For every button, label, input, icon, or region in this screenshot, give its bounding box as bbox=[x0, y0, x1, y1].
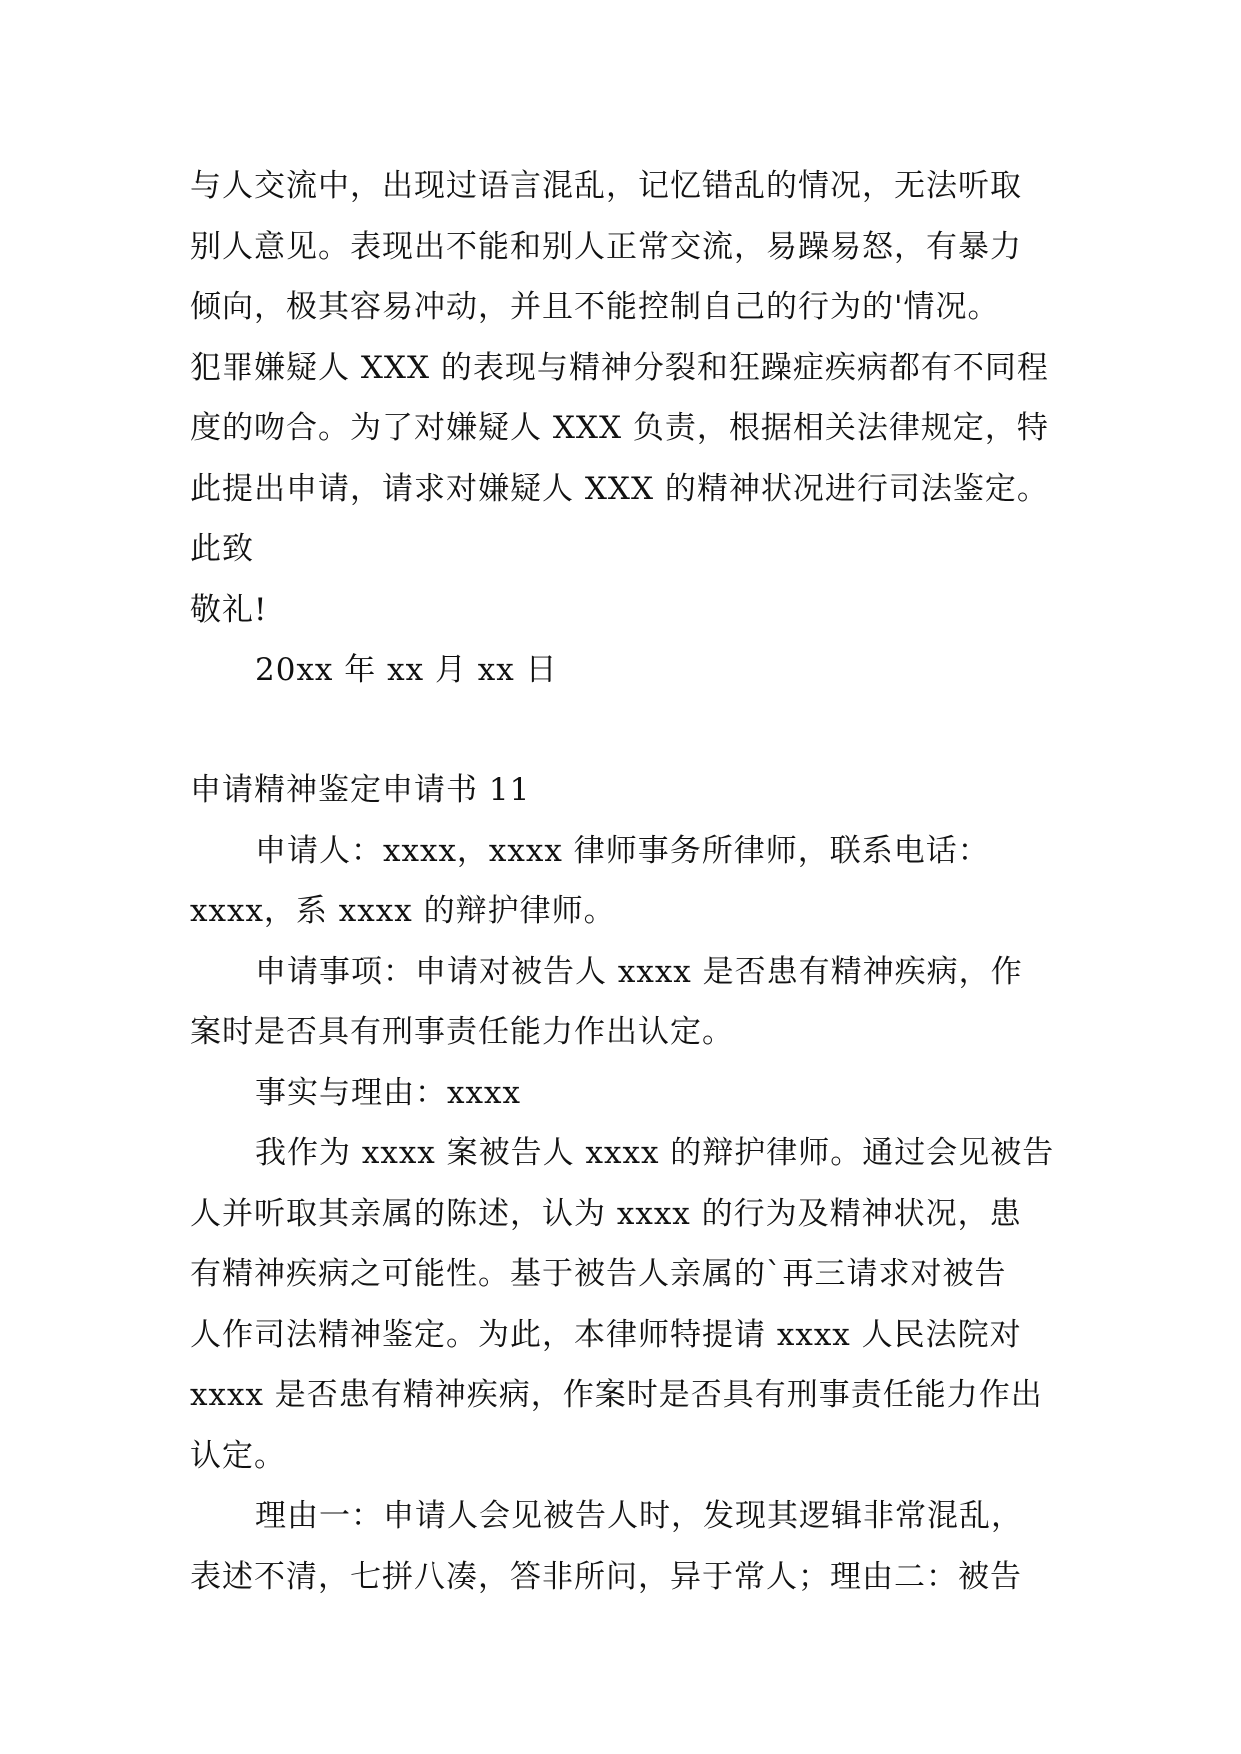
body-line: 犯罪嫌疑人 XXX 的表现与精神分裂和狂躁症疾病都有不同程 bbox=[190, 350, 1049, 386]
facts-paragraph-line: 人并听取其亲属的陈述，认为 xxxx 的行为及精神状况，患 bbox=[190, 1196, 1022, 1232]
request-item-line: 申请事项：申请对被告人 xxxx 是否患有精神疾病，作 bbox=[255, 954, 1023, 990]
body-line: 此提出申请，请求对嫌疑人 XXX 的精神状况进行司法鉴定。 bbox=[190, 471, 1049, 507]
facts-paragraph-line: xxxx 是否患有精神疾病，作案时是否具有刑事责任能力作出 bbox=[190, 1377, 1043, 1413]
body-line: 倾向，极其容易冲动，并且不能控制自己的行为的'情况。 bbox=[190, 289, 1000, 325]
applicant-line-cont: xxxx，系 xxxx 的辩护律师。 bbox=[190, 893, 616, 929]
facts-heading: 事实与理由：xxxx bbox=[255, 1075, 521, 1111]
closing-regards: 敬礼! bbox=[190, 592, 268, 628]
closing-salutation: 此致 bbox=[190, 531, 254, 567]
facts-paragraph-line: 认定。 bbox=[190, 1438, 286, 1474]
facts-paragraph-line: 有精神疾病之可能性。基于被告人亲属的`再三请求对被告 bbox=[190, 1256, 1007, 1292]
document-date: 20xx 年 xx 月 xx 日 bbox=[255, 652, 558, 688]
applicant-line: 申请人：xxxx，xxxx 律师事务所律师，联系电话： bbox=[255, 833, 990, 869]
body-line: 别人意见。表现出不能和别人正常交流，易躁易怒，有暴力 bbox=[190, 229, 1022, 265]
body-line: 度的吻合。为了对嫌疑人 XXX 负责，根据相关法律规定，特 bbox=[190, 410, 1049, 446]
facts-paragraph-line: 我作为 xxxx 案被告人 xxxx 的辩护律师。通过会见被告 bbox=[255, 1135, 1055, 1171]
facts-paragraph-line: 人作司法精神鉴定。为此，本律师特提请 xxxx 人民法院对 bbox=[190, 1317, 1022, 1353]
reason-paragraph-line: 表述不清，七拼八凑，答非所问，异于常人；理由二：被告 bbox=[190, 1559, 1022, 1595]
body-line: 与人交流中，出现过语言混乱，记忆错乱的情况，无法听取 bbox=[190, 168, 1022, 204]
section-title: 申请精神鉴定申请书 11 bbox=[190, 772, 531, 808]
request-item-line-cont: 案时是否具有刑事责任能力作出认定。 bbox=[190, 1014, 734, 1050]
reason-paragraph-line: 理由一：申请人会见被告人时，发现其逻辑非常混乱， bbox=[255, 1498, 1023, 1534]
